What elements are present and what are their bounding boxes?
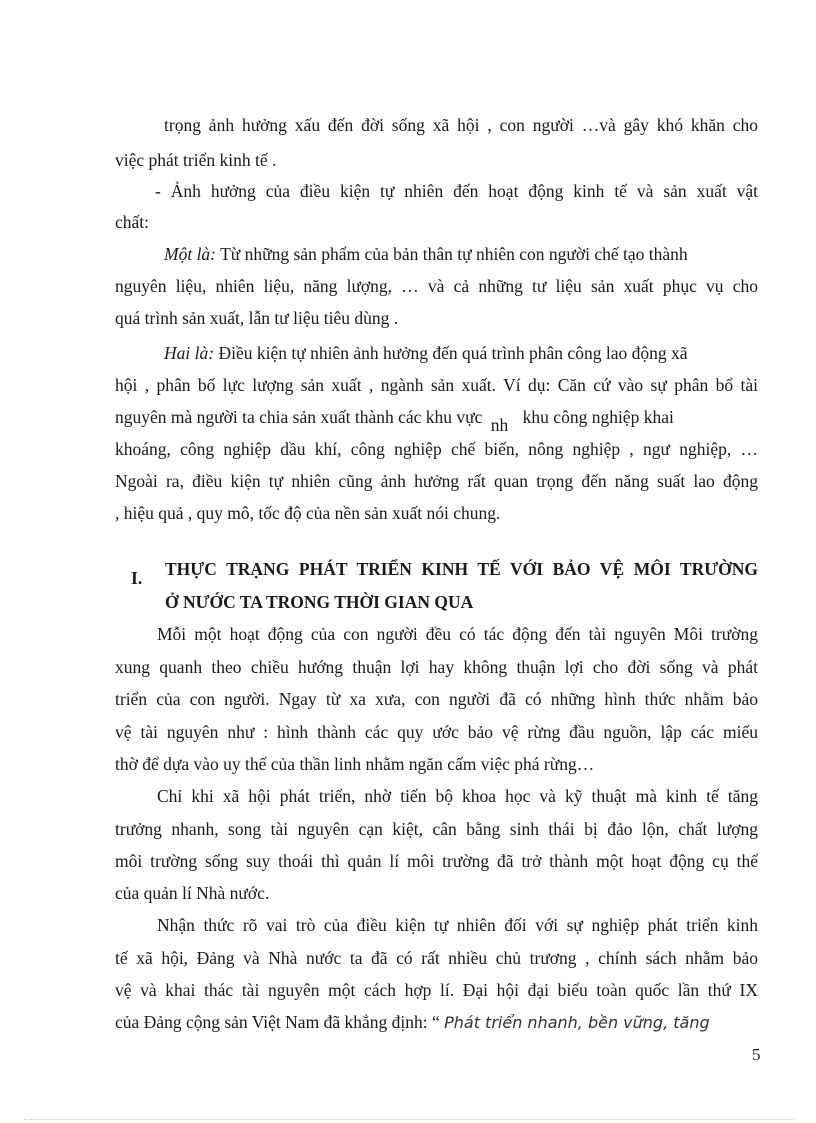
stray-subscript: nh	[490, 415, 509, 435]
paragraph-line: hội , phân bố lực lượng sản xuất , ngành sản xuất. Ví dụ: Căn cứ vào sự phân bổ tài	[115, 375, 758, 395]
paragraph-line: Một là: Từ những sản phẩm của bản thân tự nhiên con người chế tạo thành	[164, 244, 688, 264]
page-edge-divider	[24, 1119, 794, 1120]
paragraph-line: khoáng, công nghiệp dầu khí, công nghiệp chế biến, nông nghiệp , ngư nghiệp, …	[115, 439, 758, 459]
paragraph-line: việc phát triển kinh tế .	[115, 150, 277, 170]
paragraph-line: vệ tài nguyên như : hình thành các quy ước bảo vệ rừng đầu nguồn, lập các miếu	[115, 722, 758, 742]
paragraph-line: triển của con người. Ngay từ xa xưa, con người đã có những hình thức nhằm bảo	[115, 689, 758, 709]
section-number: I.	[131, 568, 143, 588]
paragraph-line: nguyên mà người ta chia sản xuất thành các khu vực nh khu công nghiệp khai	[115, 407, 674, 435]
paragraph-line: trọng ảnh hưởng xấu đến đời sống xã hội , con người …và gây khó khăn cho	[164, 115, 758, 135]
item-label: Một là:	[164, 244, 217, 264]
quoted-italic-text: Phát triển nhanh, bền vững, tăng	[444, 1013, 710, 1032]
item-label: Hai là:	[164, 343, 215, 363]
paragraph-line: vệ và khai thác tài nguyên một cách hợp lí. Đại hội đại biểu toàn quốc lần thứ IX	[115, 980, 758, 1000]
paragraph-line: xung quanh theo chiều hướng thuận lợi hay không thuận lợi cho đời sống và phát	[115, 657, 758, 677]
paragraph-line: nguyên liệu, nhiên liệu, năng lượng, … và cả những tư liệu sản xuất phục vụ cho	[115, 276, 758, 296]
paragraph-line: Chỉ khi xã hội phát triển, nhờ tiến bộ khoa học và kỹ thuật mà kinh tế tăng	[157, 786, 758, 806]
paragraph-line: của quản lí Nhà nước.	[115, 883, 270, 903]
paragraph-line: môi trường sống suy thoái thì quản lí môi trường đã trở thành một hoạt động cụ thể	[115, 851, 758, 871]
paragraph-line: tế xã hội, Đảng và Nhà nước ta đã có rất nhiều chủ trương , chính sách nhằm bảo	[115, 948, 758, 968]
paragraph-line: Mỗi một hoạt động của con người đều có tác động đến tài nguyên Môi trường	[157, 624, 758, 644]
paragraph-line: , hiệu quả , quy mô, tốc độ của nền sản xuất nói chung.	[115, 503, 501, 523]
bullet-line: - Ảnh hưởng của điều kiện tự nhiên đến hoạt động kinh tế và sản xuất vật	[155, 181, 758, 201]
paragraph-line: quá trình sản xuất, lẫn tư liệu tiêu dùng .	[115, 308, 399, 328]
paragraph-line: chất:	[115, 212, 150, 232]
section-title: Ở NƯỚC TA TRONG THỜI GIAN QUA	[165, 592, 474, 612]
paragraph-line: trưởng nhanh, song tài nguyên cạn kiệt, cân bằng sinh thái bị đảo lộn, chất lượng	[115, 819, 758, 839]
paragraph-line: Hai là: Điều kiện tự nhiên ảnh hưởng đến quá trình phân công lao động xã	[164, 343, 688, 363]
paragraph-line: của Đảng cộng sản Việt Nam đã khẳng định: “ Phát triển nhanh, bền vững, tăng	[115, 1012, 710, 1032]
page-number: 5	[752, 1045, 761, 1064]
section-title: THỰC TRẠNG PHÁT TRIỂN KINH TẾ VỚI BẢO VỆ MÔI TRƯỜNG	[165, 559, 758, 579]
paragraph-line: Ngoài ra, điều kiện tự nhiên cũng ảnh hưởng rất quan trọng đến năng suất lao động	[115, 471, 758, 491]
paragraph-line: thờ để dựa vào uy thế của thần linh nhằm ngăn cấm việc phá rừng…	[115, 754, 595, 774]
paragraph-line: Nhận thức rõ vai trò của điều kiện tự nhiên đối với sự nghiệp phát triển kinh	[157, 915, 758, 935]
